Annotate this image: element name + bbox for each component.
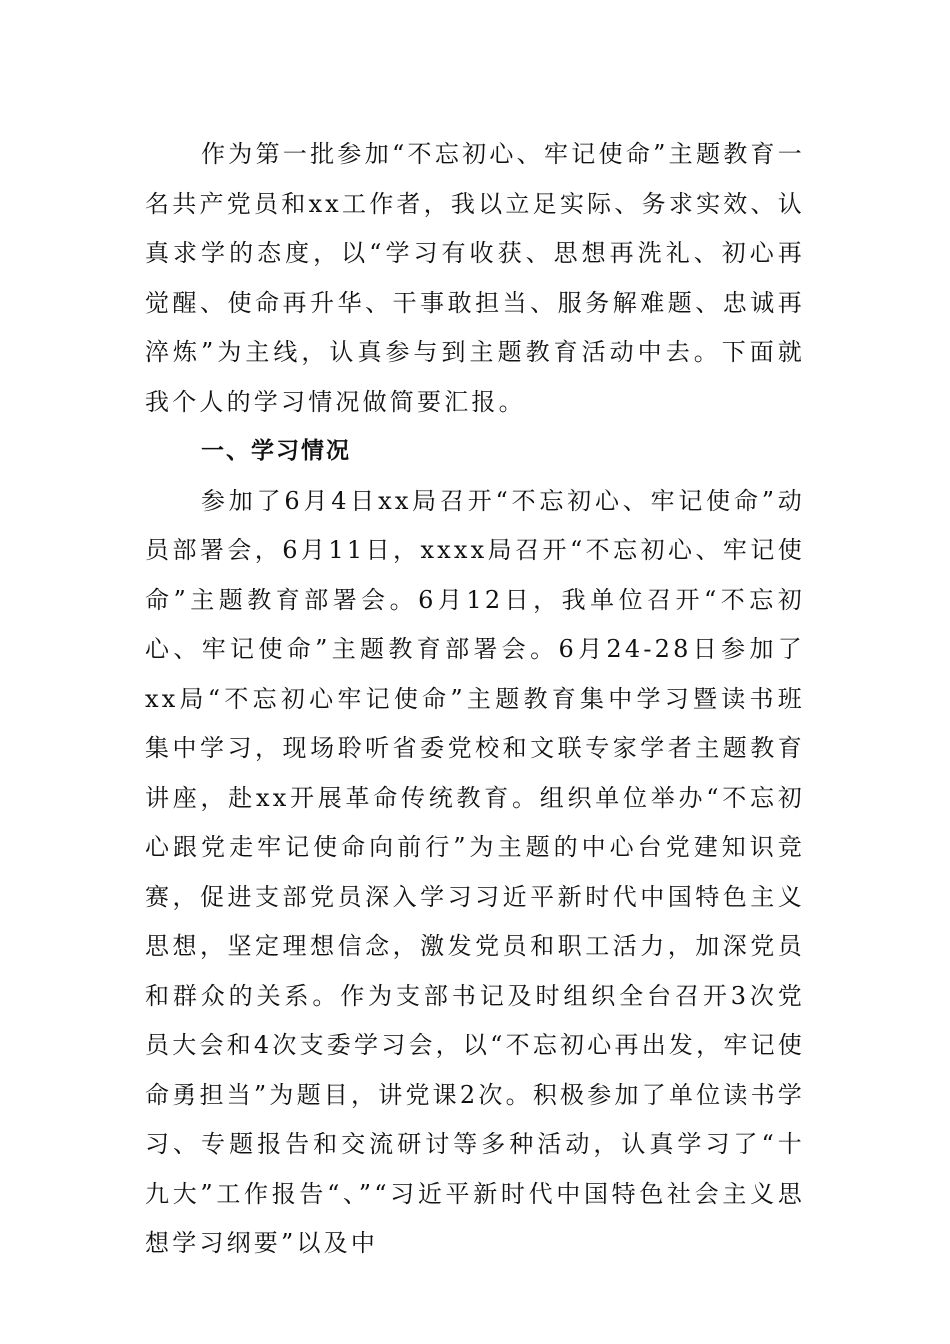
- study-paragraph: 参加了6月4日xx局召开“不忘初心、牢记使命”动员部署会，6月11日，xxxx局召开“不忘初心、牢记使命”主题教育部署会。6月12日，我单位召开“不忘初心、牢记使命”主题教育部署会。6月24-28日参加了xx局“不忘初心牢记使命”主题教育集中学习暨读书班集中学习，现场聆听省委党校和文联专家学者主题教育讲座，赴xx开展革命传统教育。组织单位举办“不忘初心跟党走牢记使命向前行”为主题的中心台党建知识竞赛，促进支部党员深入学习习近平新时代中国特色主义思想，坚定理想信念，激发党员和职工活力，加深党员和群众的关系。作为支部书记及时组织全台召开3次党员大会和4次支委学习会，以“不忘初心再出发，牢记使命勇担当”为题目，讲党课2次。积极参加了单位读书学习、专题报告和交流研讨等多种活动，认真学习了“十九大”工作报告“、”“习近平新时代中国特色社会主义思想学习纲要”以及中: [145, 486, 805, 1257]
- intro-paragraph: 作为第一批参加“不忘初心、牢记使命”主题教育一名共产党员和xx工作者，我以立足实际、务求实效、认真求学的态度，以“学习有收获、思想再洗礼、初心再觉醒、使命再升华、干事敢担当、服务解难题、忠诚再淬炼”为主线，认真参与到主题教育活动中去。下面就我个人的学习情况做简要汇报。: [145, 140, 805, 416]
- document-body: [145, 130, 805, 1269]
- section-heading-study: 一、学习情况: [201, 438, 351, 464]
